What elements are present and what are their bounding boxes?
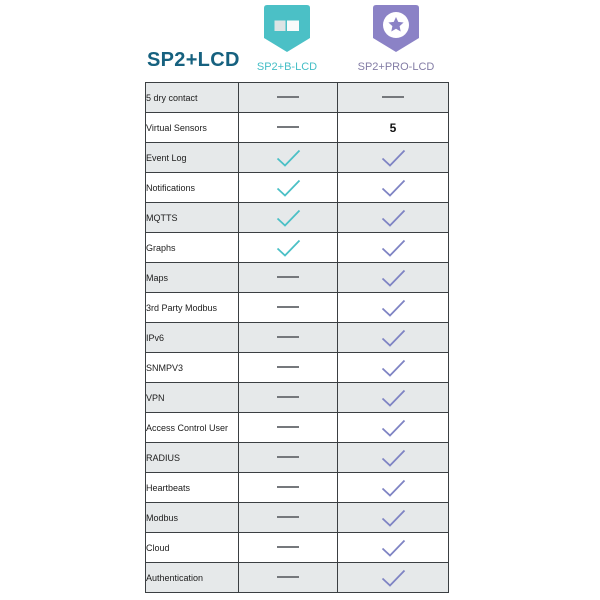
feature-label: Event Log	[146, 143, 239, 173]
feature-comparison-table	[145, 82, 449, 593]
cell-pro-lcd	[338, 143, 449, 173]
dash-icon	[277, 126, 299, 128]
cell-pro-lcd	[338, 113, 449, 143]
check-icon	[380, 208, 407, 228]
dash-icon	[277, 546, 299, 548]
cell-pro-lcd	[338, 173, 449, 203]
table-row	[146, 113, 449, 143]
table-row	[146, 353, 449, 383]
table-row	[146, 503, 449, 533]
feature-label: Access Control User	[146, 413, 239, 443]
feature-label: Modbus	[146, 503, 239, 533]
dash-icon	[277, 516, 299, 518]
cell-pro-lcd	[338, 293, 449, 323]
feature-table-body	[146, 83, 449, 593]
check-icon	[275, 208, 302, 228]
feature-label: Graphs	[146, 233, 239, 263]
check-icon	[380, 418, 407, 438]
check-icon	[380, 238, 407, 258]
feature-label: Virtual Sensors	[146, 113, 239, 143]
dash-icon	[277, 366, 299, 368]
cell-pro-lcd	[338, 323, 449, 353]
feature-label: VPN	[146, 383, 239, 413]
page-title: SP2+LCD	[147, 49, 240, 71]
cell-b-lcd	[239, 353, 338, 383]
table-row	[146, 383, 449, 413]
dash-icon	[277, 456, 299, 458]
table-row	[146, 173, 449, 203]
dash-icon	[277, 576, 299, 578]
check-icon	[380, 388, 407, 408]
cell-pro-lcd	[338, 533, 449, 563]
table-row	[146, 293, 449, 323]
check-icon	[275, 148, 302, 168]
check-icon	[380, 358, 407, 378]
check-icon	[380, 568, 407, 588]
cell-b-lcd	[239, 83, 338, 113]
cell-pro-lcd	[338, 563, 449, 593]
cell-pro-lcd	[338, 443, 449, 473]
cell-b-lcd	[239, 173, 338, 203]
feature-label: Notifications	[146, 173, 239, 203]
dash-icon	[277, 306, 299, 308]
cell-b-lcd	[239, 443, 338, 473]
cell-pro-lcd	[338, 263, 449, 293]
cell-b-lcd	[239, 263, 338, 293]
star-badge-icon	[373, 5, 419, 53]
table-row	[146, 443, 449, 473]
table-row	[146, 233, 449, 263]
table-row	[146, 563, 449, 593]
cell-b-lcd	[239, 323, 338, 353]
lcd-screen-badge-icon	[264, 5, 310, 53]
check-icon	[275, 238, 302, 258]
dash-icon	[277, 276, 299, 278]
column-header-b-lcd: SP2+B-LCD	[256, 61, 318, 73]
cell-b-lcd	[239, 203, 338, 233]
value-text: 5	[389, 120, 397, 135]
cell-pro-lcd	[338, 383, 449, 413]
table-row	[146, 143, 449, 173]
feature-label: 5 dry contact	[146, 83, 239, 113]
cell-b-lcd	[239, 503, 338, 533]
dash-icon	[277, 96, 299, 98]
cell-b-lcd	[239, 143, 338, 173]
table-row	[146, 323, 449, 353]
cell-pro-lcd	[338, 413, 449, 443]
cell-b-lcd	[239, 473, 338, 503]
feature-label: Cloud	[146, 533, 239, 563]
cell-pro-lcd	[338, 353, 449, 383]
check-icon	[380, 448, 407, 468]
cell-b-lcd	[239, 533, 338, 563]
check-icon	[380, 508, 407, 528]
feature-label: Heartbeats	[146, 473, 239, 503]
dash-icon	[277, 336, 299, 338]
cell-pro-lcd	[338, 83, 449, 113]
dash-icon	[382, 96, 404, 98]
feature-label: RADIUS	[146, 443, 239, 473]
check-icon	[380, 298, 407, 318]
dash-icon	[277, 426, 299, 428]
table-row	[146, 473, 449, 503]
column-header-pro-lcd: SP2+PRO-LCD	[357, 61, 435, 73]
table-row	[146, 413, 449, 443]
cell-pro-lcd	[338, 233, 449, 263]
table-row	[146, 203, 449, 233]
cell-b-lcd	[239, 413, 338, 443]
dash-icon	[277, 486, 299, 488]
check-icon	[380, 268, 407, 288]
feature-label: SNMPV3	[146, 353, 239, 383]
cell-b-lcd	[239, 563, 338, 593]
check-icon	[275, 178, 302, 198]
cell-b-lcd	[239, 293, 338, 323]
table-row	[146, 263, 449, 293]
feature-label: 3rd Party Modbus	[146, 293, 239, 323]
check-icon	[380, 178, 407, 198]
feature-label: Authentication	[146, 563, 239, 593]
check-icon	[380, 148, 407, 168]
cell-b-lcd	[239, 233, 338, 263]
cell-pro-lcd	[338, 203, 449, 233]
cell-pro-lcd	[338, 503, 449, 533]
table-row	[146, 83, 449, 113]
check-icon	[380, 478, 407, 498]
feature-label: MQTTS	[146, 203, 239, 233]
cell-pro-lcd	[338, 473, 449, 503]
cell-b-lcd	[239, 383, 338, 413]
table-row	[146, 533, 449, 563]
check-icon	[380, 538, 407, 558]
feature-label: Maps	[146, 263, 239, 293]
dash-icon	[277, 396, 299, 398]
feature-label: IPv6	[146, 323, 239, 353]
check-icon	[380, 328, 407, 348]
cell-b-lcd	[239, 113, 338, 143]
